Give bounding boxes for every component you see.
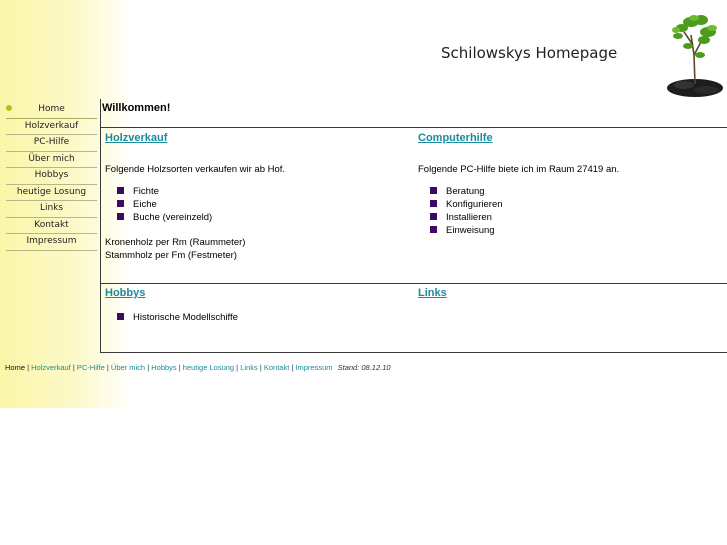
list-item: Historische Modellschiffe — [117, 311, 405, 324]
pc-service-list — [418, 185, 718, 237]
holzverkauf-heading-link[interactable]: Holzverkauf — [105, 132, 168, 144]
kronenholz-text: Kronenholz per Rm (Raummeter) — [105, 237, 246, 248]
footer-link-kontakt[interactable]: Kontakt — [263, 363, 290, 372]
nav-label: Home — [38, 104, 65, 114]
list-item: Fichte — [117, 185, 405, 198]
computerhilfe-section — [418, 132, 718, 237]
wood-units — [105, 236, 405, 262]
last-updated: Stand: 08.12.10 — [337, 363, 391, 372]
footer-link-heutige-losung[interactable]: heutige Losung — [182, 363, 235, 372]
site-title: Schilowskys Homepage — [441, 44, 618, 62]
sidebar-divider — [100, 99, 101, 353]
list-item: Einweisung — [430, 224, 718, 237]
divider-top — [101, 127, 727, 128]
tree-logo — [664, 10, 726, 100]
footer-link-hobbys[interactable]: Hobbys — [151, 363, 177, 372]
hobbys-section — [105, 287, 405, 324]
footer-link-impressum[interactable]: Impressum — [295, 363, 333, 372]
wood-list — [105, 185, 405, 224]
holzverkauf-intro: Folgende Holzsorten verkaufen wir ab Hof. — [105, 164, 286, 175]
footer-link-links[interactable]: Links — [240, 363, 258, 372]
footer-link-pc-hilfe[interactable]: PC-Hilfe — [76, 363, 105, 372]
footer-link-holzverkauf[interactable]: Holzverkauf — [31, 363, 71, 372]
nav-item-hobbys[interactable]: Hobbys — [6, 168, 97, 185]
nav-item-heutige-losung[interactable]: heutige Losung — [6, 185, 97, 202]
footer-link-home[interactable]: Home — [5, 363, 26, 372]
page-heading: Willkommen! — [102, 102, 171, 114]
nav-item-impressum[interactable]: Impressum — [6, 234, 97, 251]
stammholz-text: Stammholz per Fm (Festmeter) — [105, 250, 237, 261]
active-indicator-icon — [6, 105, 12, 111]
nav-item-links[interactable]: Links — [6, 201, 97, 218]
list-item: Installieren — [430, 211, 718, 224]
list-item: Eiche — [117, 198, 405, 211]
nav-item-holzverkauf[interactable]: Holzverkauf — [6, 119, 97, 136]
computerhilfe-heading-link[interactable]: Computerhilfe — [418, 132, 493, 144]
list-item: Buche (vereinzeld) — [117, 211, 405, 224]
footer-navigation: Home | Holzverkauf | PC-Hilfe | Über mich | Hobbys | heutige Losung | Links | Kontakt | Impressum Stand: 08.12.10 — [5, 363, 391, 372]
links-heading-link[interactable]: Links — [418, 287, 447, 299]
nav-item-pc-hilfe[interactable]: PC-Hilfe — [6, 135, 97, 152]
hobbys-heading-link[interactable]: Hobbys — [105, 287, 146, 299]
holzverkauf-section — [105, 132, 405, 262]
links-section — [418, 287, 718, 299]
nav-item-ueber-mich[interactable]: Über mich — [6, 152, 97, 169]
nav-item-kontakt[interactable]: Kontakt — [6, 218, 97, 235]
list-item: Beratung — [430, 185, 718, 198]
computerhilfe-intro: Folgende PC-Hilfe biete ich im Raum 27419 an. — [418, 164, 620, 175]
hobby-list — [105, 311, 405, 324]
footer-link-ueber-mich[interactable]: Über mich — [110, 363, 146, 372]
main-navigation — [6, 102, 97, 251]
nav-item-home[interactable] — [6, 102, 97, 119]
divider-bottom — [101, 352, 727, 353]
list-item: Konfigurieren — [430, 198, 718, 211]
divider-middle — [101, 283, 727, 284]
